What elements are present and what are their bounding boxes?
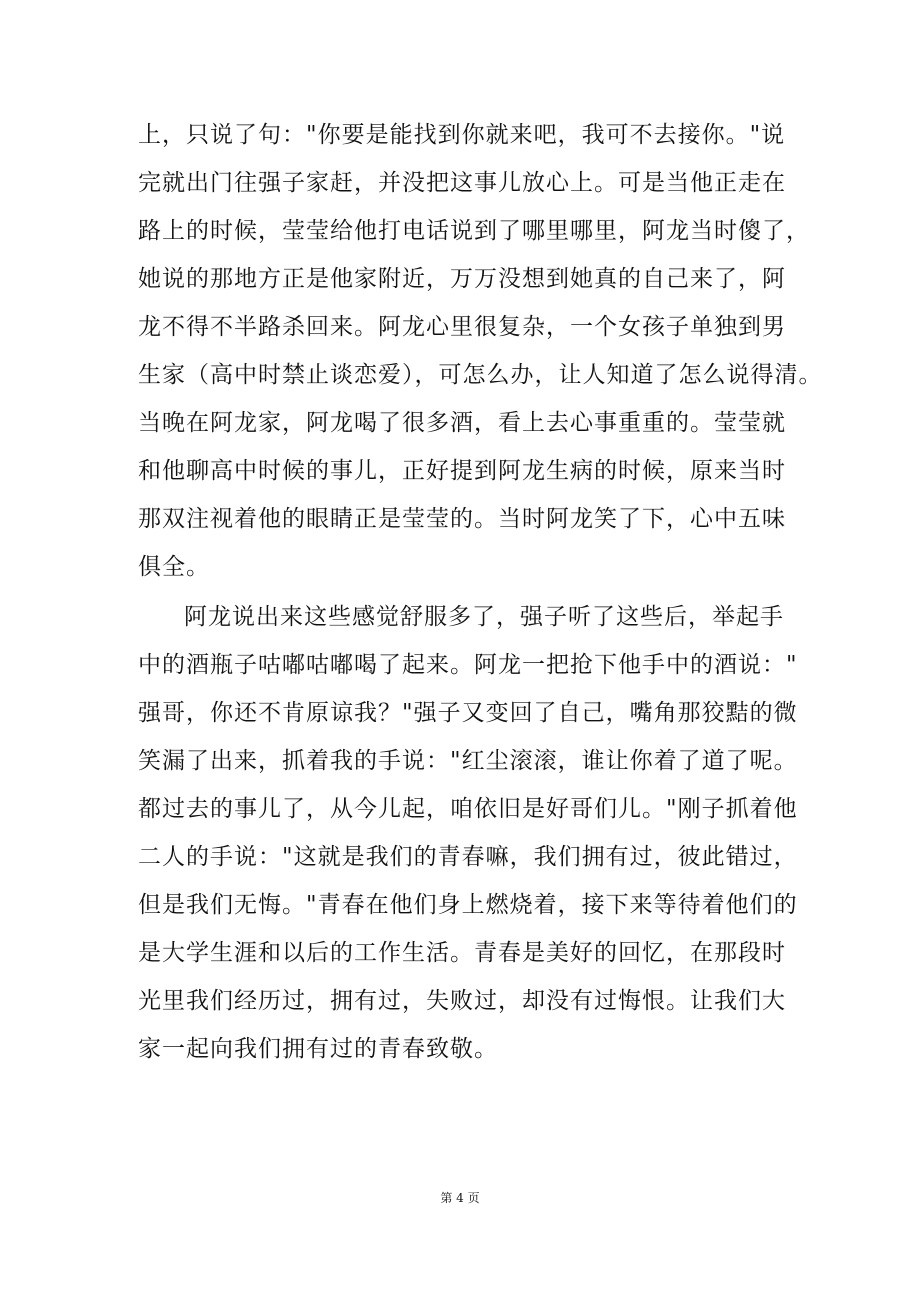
text-line: 龙不得不半路杀回来。阿龙心里很复杂，一个女孩子单独到男 bbox=[138, 314, 786, 340]
text-line: 强哥，你还不肯原谅我？"强子又变回了自己，嘴角那狡黠的微 bbox=[138, 700, 798, 726]
text-line: 生家（高中时禁止谈恋爱），可怎么办，让人知道了怎么说得清。 bbox=[138, 362, 823, 388]
text-line: 那双注视着他的眼睛正是莹莹的。当时阿龙笑了下，心中五味 bbox=[138, 506, 786, 532]
text-line: 当晚在阿龙家，阿龙喝了很多酒，看上去心事重重的。莹莹就 bbox=[138, 410, 786, 436]
text-line: 阿龙说出来这些感觉舒服多了，强子听了这些后，举起手 bbox=[184, 604, 784, 630]
text-line: 路上的时候，莹莹给他打电话说到了哪里哪里，阿龙当时傻了， bbox=[138, 218, 810, 244]
text-line: 家一起向我们拥有过的青春致敬。 bbox=[138, 1036, 498, 1062]
text-line: 她说的那地方正是他家附近，万万没想到她真的自己来了，阿 bbox=[138, 266, 786, 292]
text-line: 上，只说了句："你要是能找到你就来吧，我可不去接你。"说 bbox=[138, 122, 786, 148]
text-line: 中的酒瓶子咕嘟咕嘟喝了起来。阿龙一把抢下他手中的酒说：" bbox=[138, 652, 798, 678]
text-line: 但是我们无悔。"青春在他们身上燃烧着，接下来等待着他们的 bbox=[138, 892, 798, 918]
text-line: 光里我们经历过，拥有过，失败过，却没有过悔恨。让我们大 bbox=[138, 988, 786, 1014]
text-line: 二人的手说："这就是我们的青春嘛，我们拥有过，彼此错过， bbox=[138, 844, 798, 870]
text-line: 是大学生涯和以后的工作生活。青春是美好的回忆，在那段时 bbox=[138, 940, 786, 966]
text-line: 和他聊高中时候的事儿，正好提到阿龙生病的时候，原来当时 bbox=[138, 458, 786, 484]
text-line: 俱全。 bbox=[138, 554, 210, 580]
page-number: 第 4 页 bbox=[440, 1191, 480, 1205]
text-line: 都过去的事儿了，从今儿起，咱依旧是好哥们儿。"刚子抓着他 bbox=[138, 796, 798, 822]
text-line: 完就出门往强子家赶，并没把这事儿放心上。可是当他正走在 bbox=[138, 170, 786, 196]
text-line: 笑漏了出来，抓着我的手说："红尘滚滚，谁让你着了道了呢。 bbox=[138, 748, 798, 774]
